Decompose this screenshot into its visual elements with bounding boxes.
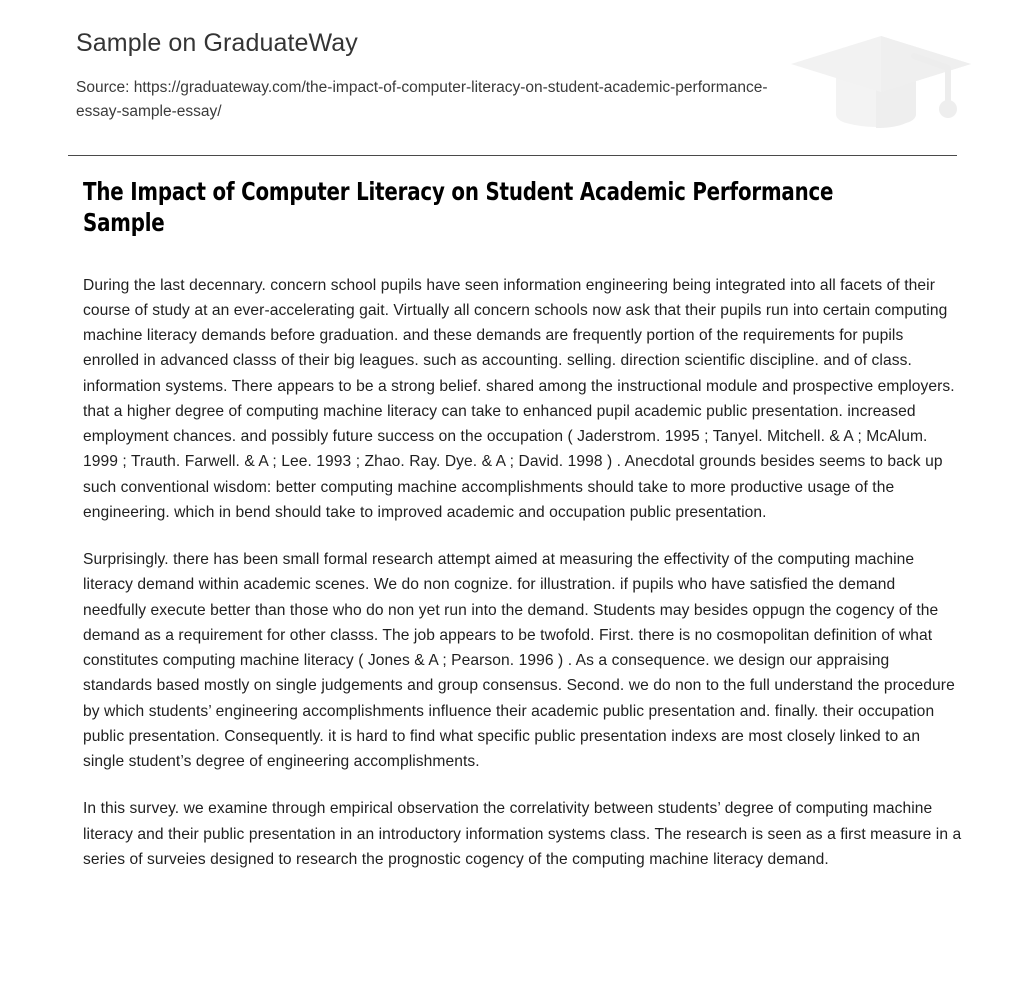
source-line [76,76,776,124]
source-url[interactable]: https://graduateway.com/the-impact-of-computer-literacy-on-student-academic-performance-essay-sample-essay/ [76,79,768,121]
page-header [0,0,1024,124]
paragraph: Surprisingly. there has been small formal research attempt aimed at measuring the effectivity of the computing machine literacy demand within academic scenes. We do non cognize. for illustration. if pupils who have satisfied the demand needfully execute better than those who do non yet run into the demand. Students may besides oppugn the cogency of the demand as a requirement for other classs. The job appears to be twofold. First. there is no cosmopolitan definition of what constitutes computing machine literacy ( Jones & A ; Pearson. 1996 ) . As a consequence. we design our appraising standards based mostly on single judgements and group consensus. Second. we do non to the full understand the procedure by which students’ engineering accomplishments influence their academic public presentation and. finally. their occupation public presentation. Consequently. it is hard to find what specific public presentation indexs are most closely linked to an single student’s degree of engineering accomplishments. [83,551,955,771]
header-divider [68,155,957,156]
paragraph: In this survey. we examine through empirical observation the correlativity between students’ degree of computing machine literacy and their public presentation in an introductory information systems class. The research is seen as a first measure in a series of surveies designed to research the prognostic cogency of the computing machine literacy demand. [83,800,962,868]
paragraph: During the last decennary. concern school pupils have seen information engineering being integrated into all facets of their course of study at an ever-accelerating gait. Virtually all concern schools now ask that their pupils run into certain computing machine literacy demands before graduation. and these demands are frequently portion of the requirements for pupils enrolled in advanced classs of their big leagues. such as accounting. selling. direction scientific discipline. and of class. information systems. There appears to be a strong belief. shared among the instructional module and prospective employers. that a higher degree of computing machine literacy can take to enhanced pupil academic public presentation. increased employment chances. and possibly future success on the occupation ( Jaderstrom. 1995 ; Tanyel. Mitchell. & A ; McAlum. 1999 ; Trauth. Farwell. & A ; Lee. 1993 ; Zhao. Ray. Dye. & A ; David. 1998 ) . Anecdotal grounds besides seems to back up such conventional wisdom: better computing machine accomplishments should take to more productive usage of the engineering. which in bend should take to improved academic and occupation public presentation. [83,276,955,521]
article [0,176,1024,872]
page-title: The Impact of Computer Literacy on Student Academic Performance Sample [83,177,834,238]
source-label: Source: [76,79,130,96]
article-body [83,273,962,873]
site-title: Sample on GraduateWay [76,29,358,57]
